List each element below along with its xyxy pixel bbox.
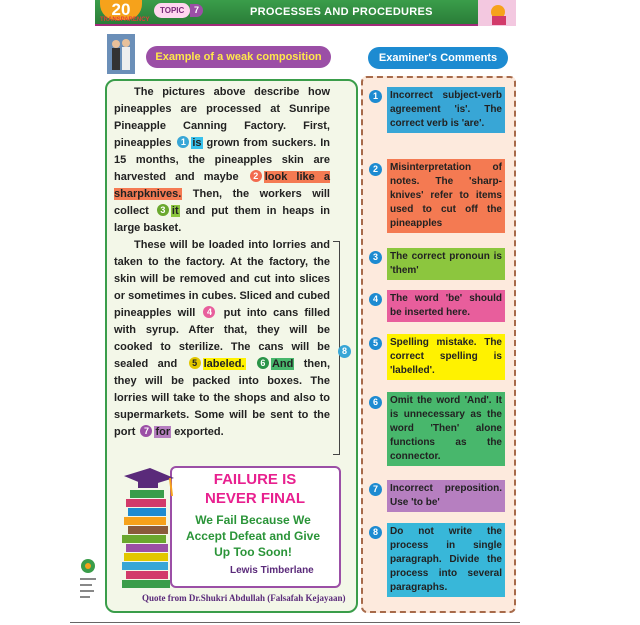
topic-number: 7: [190, 4, 203, 17]
quote-source: Quote from Dr.Shukri Abdullah (Falsafah Kejayaan): [142, 593, 346, 603]
transparency-number: 20: [100, 0, 142, 20]
page-bottom-rule: [70, 622, 520, 623]
error-highlight-2: look like a sharpknives.: [114, 171, 330, 200]
composition-text: [114, 84, 330, 441]
error-highlight-7: for: [155, 426, 171, 438]
error-highlight-5: labeled.: [203, 358, 245, 370]
weak-composition-heading: Example of a weak composition: [146, 46, 331, 68]
text-segment: grown from suckers. In 15 months, the pineapples skin are harvested and maybe: [114, 137, 331, 183]
comment-5: Spelling mistake. The correct spelling is 'labelled'.: [387, 334, 505, 380]
text-segment: exported.: [174, 426, 224, 438]
text-segment: Then, the workers will collect: [114, 188, 330, 217]
comment-number-4: 4: [369, 293, 382, 306]
text-segment: put into cans filled with syrup. After that, they will be cooked to sterilize. The cans will be sealed and: [114, 307, 331, 370]
error-highlight-1: is: [192, 137, 202, 149]
quote-body: We Fail Because We Accept Defeat and Give Up Too Soon!: [185, 513, 321, 559]
comment-1: Incorrect subject-verb agreement 'is'. The correct verb is 'are'.: [387, 87, 505, 133]
decorative-illustration-icon: [478, 0, 516, 26]
error-highlight-3: it: [171, 205, 179, 217]
marker-3: 3: [157, 204, 169, 216]
marker-7: 7: [140, 425, 152, 437]
comment-8: Do not write the process in single paragraph. Divide the process into several paragraphs.: [387, 523, 505, 597]
comment-number-8: 8: [369, 526, 382, 539]
paragraph-2: [114, 237, 330, 441]
books-graduation-cap-icon: [116, 466, 176, 590]
comment-number-3: 3: [369, 251, 382, 264]
quote-author: Lewis Timberlane: [230, 565, 314, 576]
comment-2: Misinterpretation of notes. The 'sharp-knives' refer to items used to cut off the pineapples: [387, 159, 505, 233]
error-highlight-6: And: [271, 358, 294, 370]
examiner-comments-heading: Examiner's Comments: [368, 47, 508, 69]
marker-5: 5: [189, 357, 201, 369]
comment-3: The correct pronoun is 'them': [387, 248, 505, 280]
comment-number-5: 5: [369, 337, 382, 350]
quote-headline: FAILURE IS NEVER FINAL: [204, 471, 305, 507]
comment-number-1: 1: [369, 90, 382, 103]
students-photo-icon: [107, 34, 135, 74]
publisher-logo-icon: [76, 554, 100, 614]
marker-4: 4: [203, 306, 215, 318]
marker-1: 1: [177, 136, 189, 148]
paragraph-1: [114, 84, 330, 237]
comment-number-2: 2: [369, 163, 382, 176]
topic-label: TOPIC: [154, 3, 190, 18]
comment-number-6: 6: [369, 396, 382, 409]
transparency-label: TRANSPARENCY: [100, 17, 150, 23]
text-segment: These will be loaded into lorries and taken to the factory. At the factory, the skin will be removed and cut into slices or sometimes in cubes. Sliced and cubed pineapples will: [114, 239, 330, 319]
comment-7: Incorrect preposition. Use 'to be': [387, 480, 505, 512]
marker-8: 8: [338, 345, 351, 358]
comment-6: Omit the word 'And'. It is unnecessary as the word 'Then' alone functions as the connector.: [387, 392, 505, 466]
text-segment: The pictures above describe how pineapples are processed at Sunripe Pineapple Canning Factory. First, pineapples: [114, 86, 330, 149]
text-segment: then, they will be packed into boxes. The lorries will take to the shops and also to supermarkets. Some will be sent to the port: [114, 358, 330, 438]
page-title: PROCESSES AND PROCEDURES: [250, 6, 433, 18]
marker-6: 6: [257, 357, 269, 369]
marker-2: 2: [250, 170, 262, 182]
text-segment: and put them in heaps in large basket.: [114, 205, 331, 234]
comment-number-7: 7: [369, 483, 382, 496]
comment-4: The word 'be' should be inserted here.: [387, 290, 505, 322]
